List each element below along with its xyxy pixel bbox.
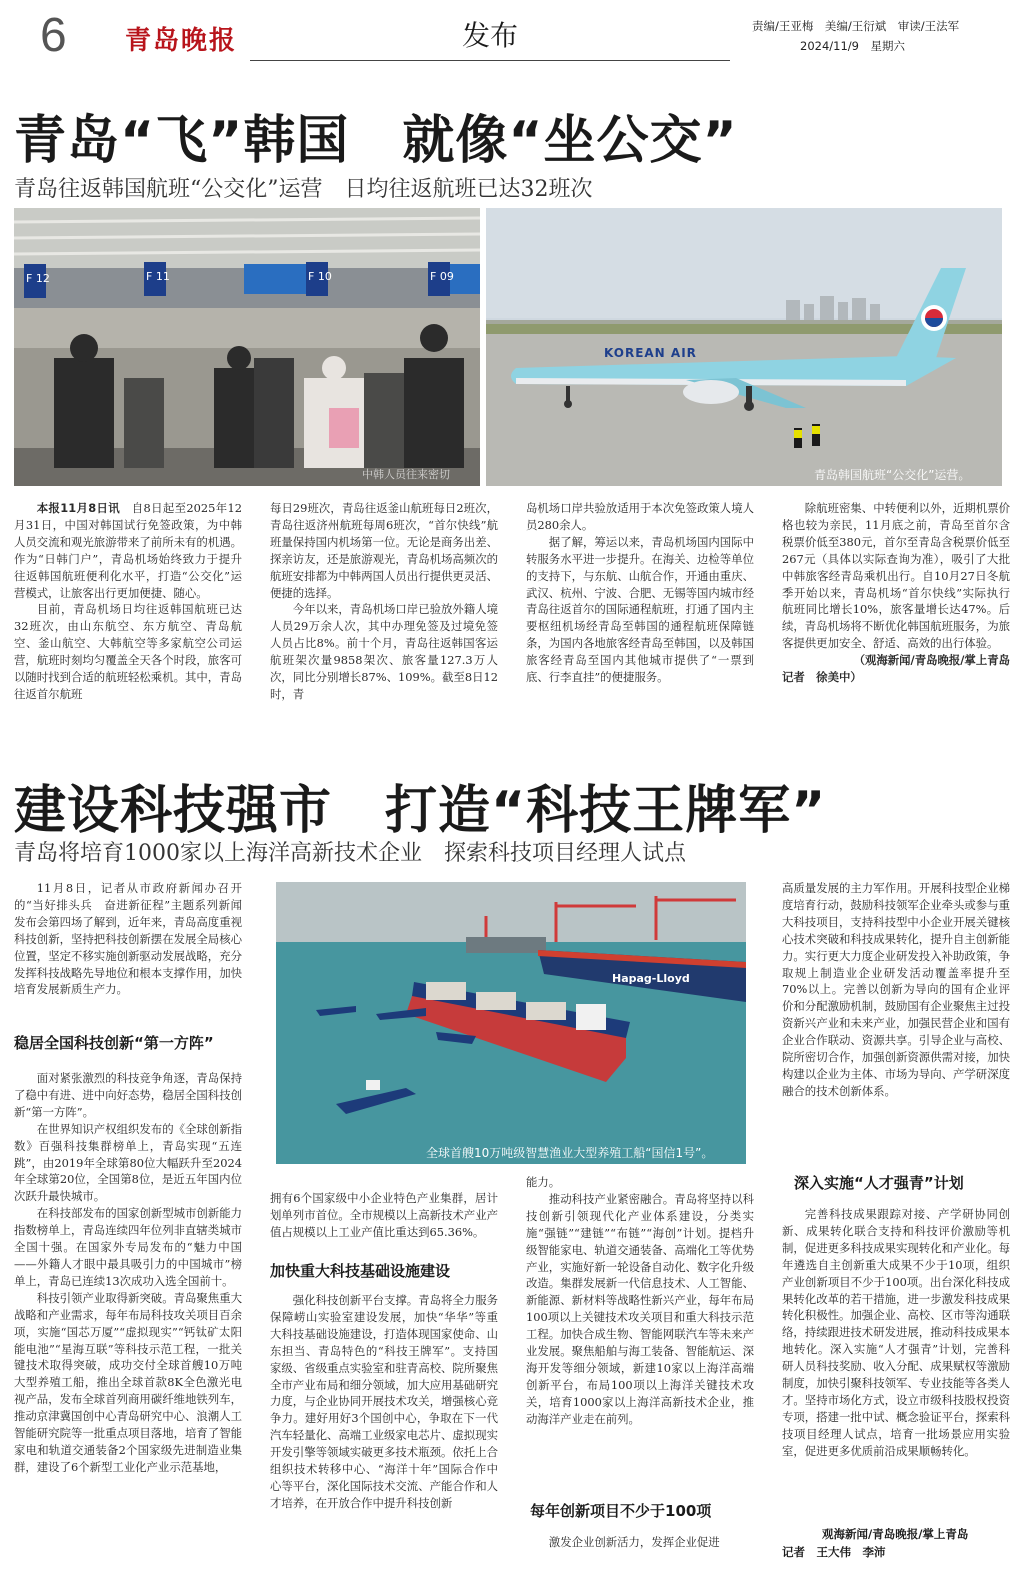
article2-paragraph: 在科技部发布的国家创新型城市创新能力指数榜单上，青岛连续四年位列非直辖类城市全国十强。在国家外专局发布的“魅力中国——外籍人才眼中最具吸引力的中国城市”榜单上，青岛已连续13次成功入选全国前十。: [14, 1206, 242, 1288]
subheading-first-tier: 稳居全国科技创新“第一方阵”: [14, 1034, 214, 1052]
article2-column-4-continued: [782, 1206, 1010, 1460]
fishing-vessel-photo: [276, 882, 746, 1164]
article2-paragraph: 强化科技创新平台支撑。青岛将全力服务保障崂山实验室建设发展，加快“华华”等重大科技基础设施建设，打造体现国家使命、山东担当、青岛特色的“科技王牌军”。支持国家级、省级重点实验室和驻青高校、院所聚焦全市产业布局和细分领域，加大应用基础研究力度，与企业协同开展技术攻关，增强核心竞争力。建好用好3个国创中心，争取在下一代汽车轻量化、高端工业级家电芯片、虚拟现实开发引擎等领域实破更多技术瓶颈。依托上合组织技术转移中心、“海洋十年”国际合作中心等平台，深化国际技术交流、产能合作和人才培养，在开放合作中提升科技创新: [270, 1293, 498, 1510]
article2-paragraph: 面对紧张激烈的科技竞争角逐，青岛保持了稳中有进、进中向好态势，稳居全国科技创新“第一方阵”。: [14, 1071, 242, 1119]
article1-paragraph: 目前，青岛机场日均往返韩国航班已达32班次，由山东航空、东方航空、青岛航空、釜山航空、大韩航空等多家航空公司运营，航班时刻均匀覆盖全天各个时段，旅客可以随时找到合适的航班轻松乘机。其中，青岛往返首尔航班: [14, 602, 242, 701]
article2-paragraph: 推动科技产业紧密融合。青岛将坚持以科技创新引领现代化产业体系建设，分类实施“强链”“建链”“布链”“海创”计划。提档升级智能家电、轨道交通装备、高端化工等优势产业，实施好新一轮设备自动化、数字化升级改造。集群发展新一代信息技术、人工智能、新能源、新材料等战略性新兴产业，每年布局100项以上关键技术攻关项目和重大科技示范工程。加快合成生物、智能网联汽车等未来产业发展。聚焦船舶与海工装备、智能航运、深海开发等细分领域，新建10家以上海洋高端创新平台，布局100项以上海洋关键技术攻关，培育1000家以上海洋高新技术企业，推动海洋产业走在前列。: [526, 1191, 754, 1426]
article2-paragraph: 完善科技成果跟踪对接、产学研协同创新、成果转化联合支持和科技评价激励等机制，促进更多科技成果实现转化和产业化。每年遴选自主创新重大成果不少于10项，组织产业创新项目不少于100项。出台深化科技成果转化改革的若干措施，进一步激发科技成果转化积极性。加强企业、高校、区市等沟通联络，持续跟进技术研发进展，推动科技成果本地转化。深入实施“人才强青”计划，完善科研人员科技奖励、收入分配、成果赋权等激励制度，加快引聚科技领军、专业技能等各类人才。坚持市场化方式，设立市级科技股权投资专项，搭建一批中试、概念验证平台，探索科技项目经理人试点，培育一批场景应用实验室，促进更多优质前沿成果顺畅转化。: [782, 1207, 1010, 1458]
article1-paragraph: 岛机场口岸共验放适用于本次免签政策人境人员280余人。: [526, 501, 754, 532]
article2-column-2-continued: [270, 1292, 498, 1512]
article2-column-2: [270, 1190, 498, 1241]
airline-livery-text: KOREAN AIR: [604, 346, 697, 360]
article2-column-3: [526, 1174, 754, 1428]
issue-date: 2024/11/9 星期六: [800, 39, 905, 53]
gate-sign-f12: F 12: [26, 272, 50, 285]
article1-paragraph: 今年以来，青岛机场口岸已验放外籍人境人员29万余人次，其中办理免签及过境免签人员占比8%。前十个月，青岛往返韩国客运航班架次量9858架次、旅客量127.3万人次，同比分别增长87%、109%。截至8日12时，青: [270, 602, 498, 701]
section-title: 发布: [250, 14, 730, 61]
article1-paragraph: 自8日起至2025年12月31日，中国对韩国试行免签政策，为中韩人员交流和观光旅游带来了前所未有的机遇。作为“日韩门户”，青岛机场始终致力于提升往返韩国航班便利化水平，打造“公交化”运营模式，让旅客出行更加便捷、随心。: [14, 501, 242, 600]
dateline-lead: 本报11月8日讯: [36, 501, 121, 515]
page-number: 6: [40, 9, 67, 62]
article1-column-2: [270, 500, 498, 703]
gate-sign-f09: F 09: [430, 270, 454, 283]
subheading-infrastructure: 加快重大科技基础设施建设: [270, 1262, 451, 1280]
article2-column-4: [782, 880, 1010, 1100]
gate-sign-f11: F 11: [146, 270, 170, 283]
plane-photo-caption: 青岛韩国航班“公交化”运营。: [814, 468, 971, 482]
article2-paragraph: 11月8日，记者从市政府新闻办召开的“当好排头兵 奋进新征程”主题系列新闻发布会第四场了解到，近年来，青岛高度重视科技创新，坚持把科技创新摆在发展全局核心位置，坚定不移实施创新驱动发展战略，充分发挥科技战略先导地位和根本支撑作用，加快培育发展新质生产力。: [14, 881, 242, 997]
article1-column-3: [526, 500, 754, 686]
article2-paragraph: 在世界知识产权组织发布的《全球创新指数》百强科技集群榜单上，青岛实现“五连跳”，由2019年全球第80位大幅跃升至2024年全球第20位，全国第8位，是近五年国内位次跃升最快城市。: [14, 1121, 242, 1204]
article2-credit: 观海新闻/青岛晚报/掌上青岛: [822, 1527, 969, 1541]
article2-reporter: 记者 王大伟 李沛: [782, 1545, 886, 1559]
article2-column-1: [14, 880, 242, 998]
subheading-talent-plan: 深入实施“人才强青”计划: [794, 1174, 964, 1192]
editors-line: 责编/王亚梅 美编/王衍斌 审读/王法军: [752, 19, 960, 33]
article2-paragraph: 拥有6个国家级中小企业特色产业集群，居计划单列市首位。全市规模以上高新技术产业产值占规模以上工业产值比重达到65.36%。: [270, 1191, 498, 1239]
newspaper-masthead: 青岛晚报: [125, 26, 238, 56]
article2-headline: 建设科技强市 打造“科技王牌军”: [14, 781, 827, 841]
korean-air-plane-photo: [486, 208, 1002, 486]
article1-paragraph: 除航班密集、中转便利以外，近期机票价格也较为亲民，11月底之前，青岛至首尔含税票价低至380元，首尔至青岛含税票价低至267元（具体以实际查询为准），吸引了大批中韩旅客经青岛乘机出行。自10月27日冬航季开始以来，青岛机场“首尔快线”实际执行航班同比增长10%，旅客量增长达47%。后续，青岛机场将不断优化韩国航班服务，为旅客提供更加安全、舒适、高效的出行体验。: [782, 501, 1010, 651]
article1-headline: 青岛“飞”韩国 就像“坐公交”: [14, 111, 738, 171]
ship-photo-illustration: [276, 882, 746, 1164]
article2-paragraph: 高质量发展的主力军作用。开展科技型企业梯度培育行动，鼓励科技领军企业牵头或参与重大科技项目，支持科技型中小企业开展关键核心技术突破和科技成果转化，提升自主创新能力。实行更大力度企业研发投入补助政策，争取规上制造业企业研发活动覆盖率提升至70%以上。完善以创新为导向的国有企业评价和分配激励机制，鼓励国有企业聚焦主过投资新兴产业和未来产业，加强民营企业和国有企业合作联动、资源共享。引导企业与高校、院所密切合作，加强创新资源供需对接，加快构建以企业为主体、市场为导向、产学研深度融合的技术创新体系。: [782, 881, 1010, 1098]
article1-reporter: 记者 徐美中）: [782, 670, 862, 685]
article2-column-3-continued: [526, 1534, 754, 1551]
airport-photo-illustration: [14, 208, 480, 486]
ship-brand-text: Hapag-Lloyd: [612, 972, 690, 985]
article1-paragraph: 据了解，筹运以来，青岛机场国内国际中转服务水平进一步提升。在海关、边检等单位的支持下，与东航、山航合作，开通由重庆、武汉、杭州、宁波、合肥、无锡等国内城市经青岛往返首尔的国际通程航班，打通了国内主要枢纽机场经青岛至韩国的通程航班保障链条，为国内各地旅客经青岛至韩国，以及韩国旅客经青岛至国内其他城市提供了“一票到底、行李直挂”的便捷服务。: [526, 534, 754, 685]
article2-column-1-continued: [14, 1070, 242, 1476]
article2-paragraph: 激发企业创新活力，发挥企业促进: [548, 1535, 720, 1549]
article1-credit: （观海新闻/青岛晚报/掌上青岛: [853, 653, 1010, 668]
subheading-innovation-projects: 每年创新项目不少于100项: [530, 1502, 712, 1520]
article1-subheadline: 青岛往返韩国航班“公交化”运营 日均往返航班已达32班次: [14, 177, 593, 202]
article2-subheadline: 青岛将培育1000家以上海洋高新技术企业 探索科技项目经理人试点: [14, 841, 686, 866]
article1-column-1: [14, 500, 242, 703]
article1-column-4: [782, 500, 1010, 686]
airport-checkin-photo: [14, 208, 480, 486]
article2-paragraph: 能力。: [526, 1175, 561, 1189]
gate-sign-f10: F 10: [308, 270, 332, 283]
article1-paragraph: 每日29班次，青岛往返釜山航班每日2班次，青岛往返济州航班每周6班次，“首尔快线”航班量保持国内机场第一位。无论是商务出差、探亲访友，还是旅游观光，青岛机场高频次的航班安排都为中韩两国人员出行提供更灵活、便捷的选择。: [270, 501, 498, 600]
plane-photo-illustration: [486, 208, 1002, 486]
article2-paragraph: 科技引领产业取得新突破。青岛聚焦重大战略和产业需求，每年布局科技攻关项目百余项，实施“国芯万厦”“虚拟现实”“钙钛矿太阳能电池”“星海互联”等科技示范工程，一批关键技术取得突破，成功交付全球首艘10万吨大型养殖工船，推出全球首款8K全色激光电视产品，发布全球首列商用碳纤维地铁列车，推动京津冀国创中心青岛研究中心、浪潮人工智能研究院等一批重点项目落地，培育了智能家电和轨道交通装备2个国家级先进制造业集群，建设了6个新型工业化产业示范基地，: [14, 1290, 242, 1474]
photo-watermark: 中韩人员往来密切: [362, 468, 450, 481]
ship-photo-caption: 全球首艘10万吨级智慧渔业大型养殖工船“国信1号”。: [426, 1146, 714, 1160]
